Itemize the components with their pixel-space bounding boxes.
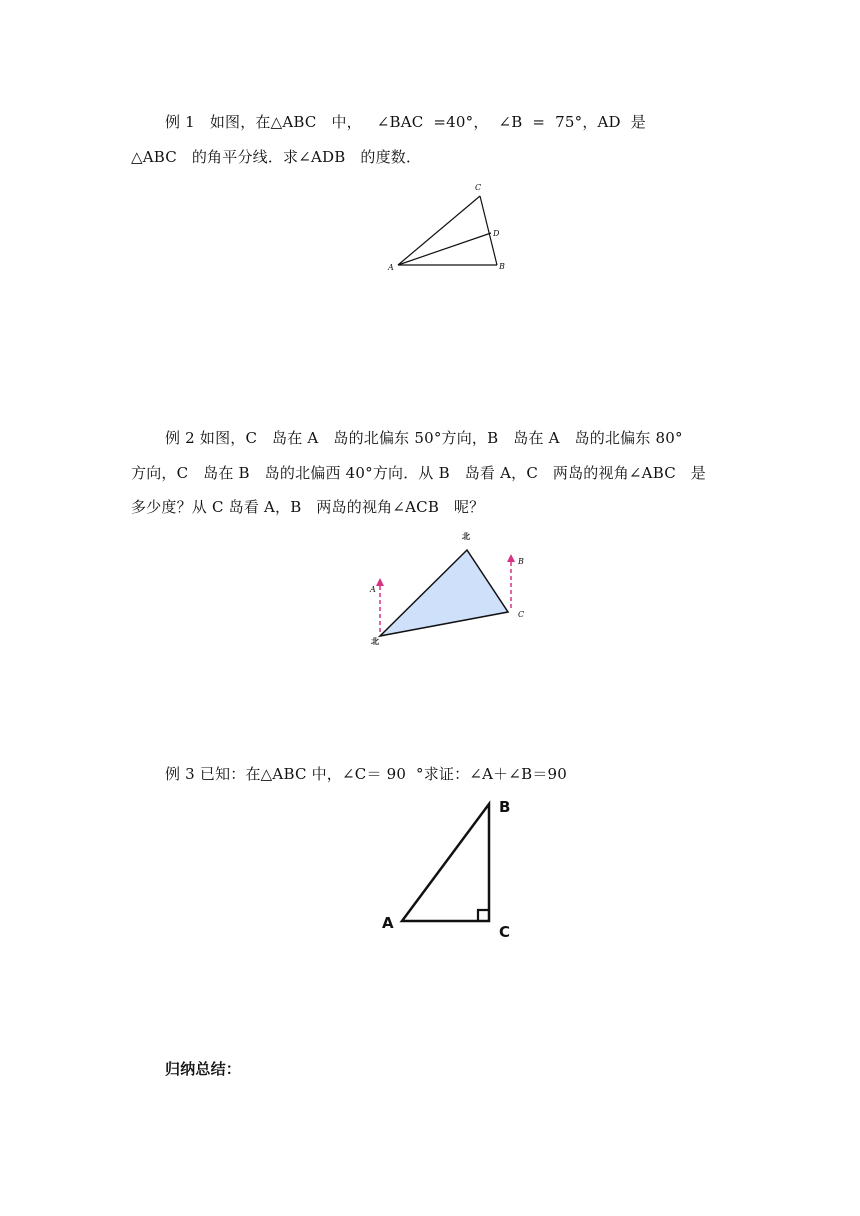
- summary-heading: 归纳总结：: [165, 1060, 242, 1078]
- right-triangle: [402, 804, 489, 921]
- edge-ac: [398, 196, 480, 265]
- arrowhead-a-icon: [376, 578, 384, 586]
- label-b: B: [518, 557, 524, 566]
- label-c: C: [518, 610, 525, 619]
- vertex-label-b: B: [499, 798, 511, 816]
- example2-line1: 例 2 如图，C 岛在 A 岛的北偏东 50°方向，B 岛在 A 岛的北偏东 80°: [165, 429, 683, 447]
- example2-line2: 方向，C 岛在 B 岛的北偏西 40°方向．从 B 岛看 A，C 两岛的视角∠ABC 是: [131, 464, 706, 482]
- example1-line2: △ABC 的角平分线．求∠ADB 的度数．: [131, 148, 422, 166]
- label-north-bottom: 北: [371, 637, 379, 646]
- example3-right-triangle-figure: [375, 792, 535, 942]
- example2-line3: 多少度？从 C 岛看 A，B 两岛的视角∠ACB 呢？: [131, 498, 485, 516]
- arrowhead-c-icon: [507, 554, 515, 562]
- vertex-label-b: B: [499, 262, 505, 271]
- example1-line1: 例 1 如图，在△ABC 中， ∠BAC =40°， ∠B = 75°，AD 是: [165, 113, 646, 131]
- label-north-top: 北: [462, 532, 470, 541]
- example3-line1: 例 3 已知：在△ABC 中，∠C＝ 90 °求证：∠A＋∠B＝90: [165, 765, 568, 783]
- label-a: A: [370, 585, 376, 594]
- example2-islands-figure: [360, 528, 530, 653]
- vertex-label-c: C: [475, 183, 482, 192]
- vertex-label-d: D: [493, 229, 500, 238]
- island-triangle: [380, 550, 508, 636]
- bisector-ad: [398, 233, 491, 265]
- vertex-label-a: A: [382, 914, 394, 932]
- example1-triangle-figure: [380, 180, 520, 280]
- vertex-label-c: C: [499, 923, 511, 941]
- vertex-label-a: A: [388, 263, 394, 272]
- right-angle-marker: [478, 910, 489, 921]
